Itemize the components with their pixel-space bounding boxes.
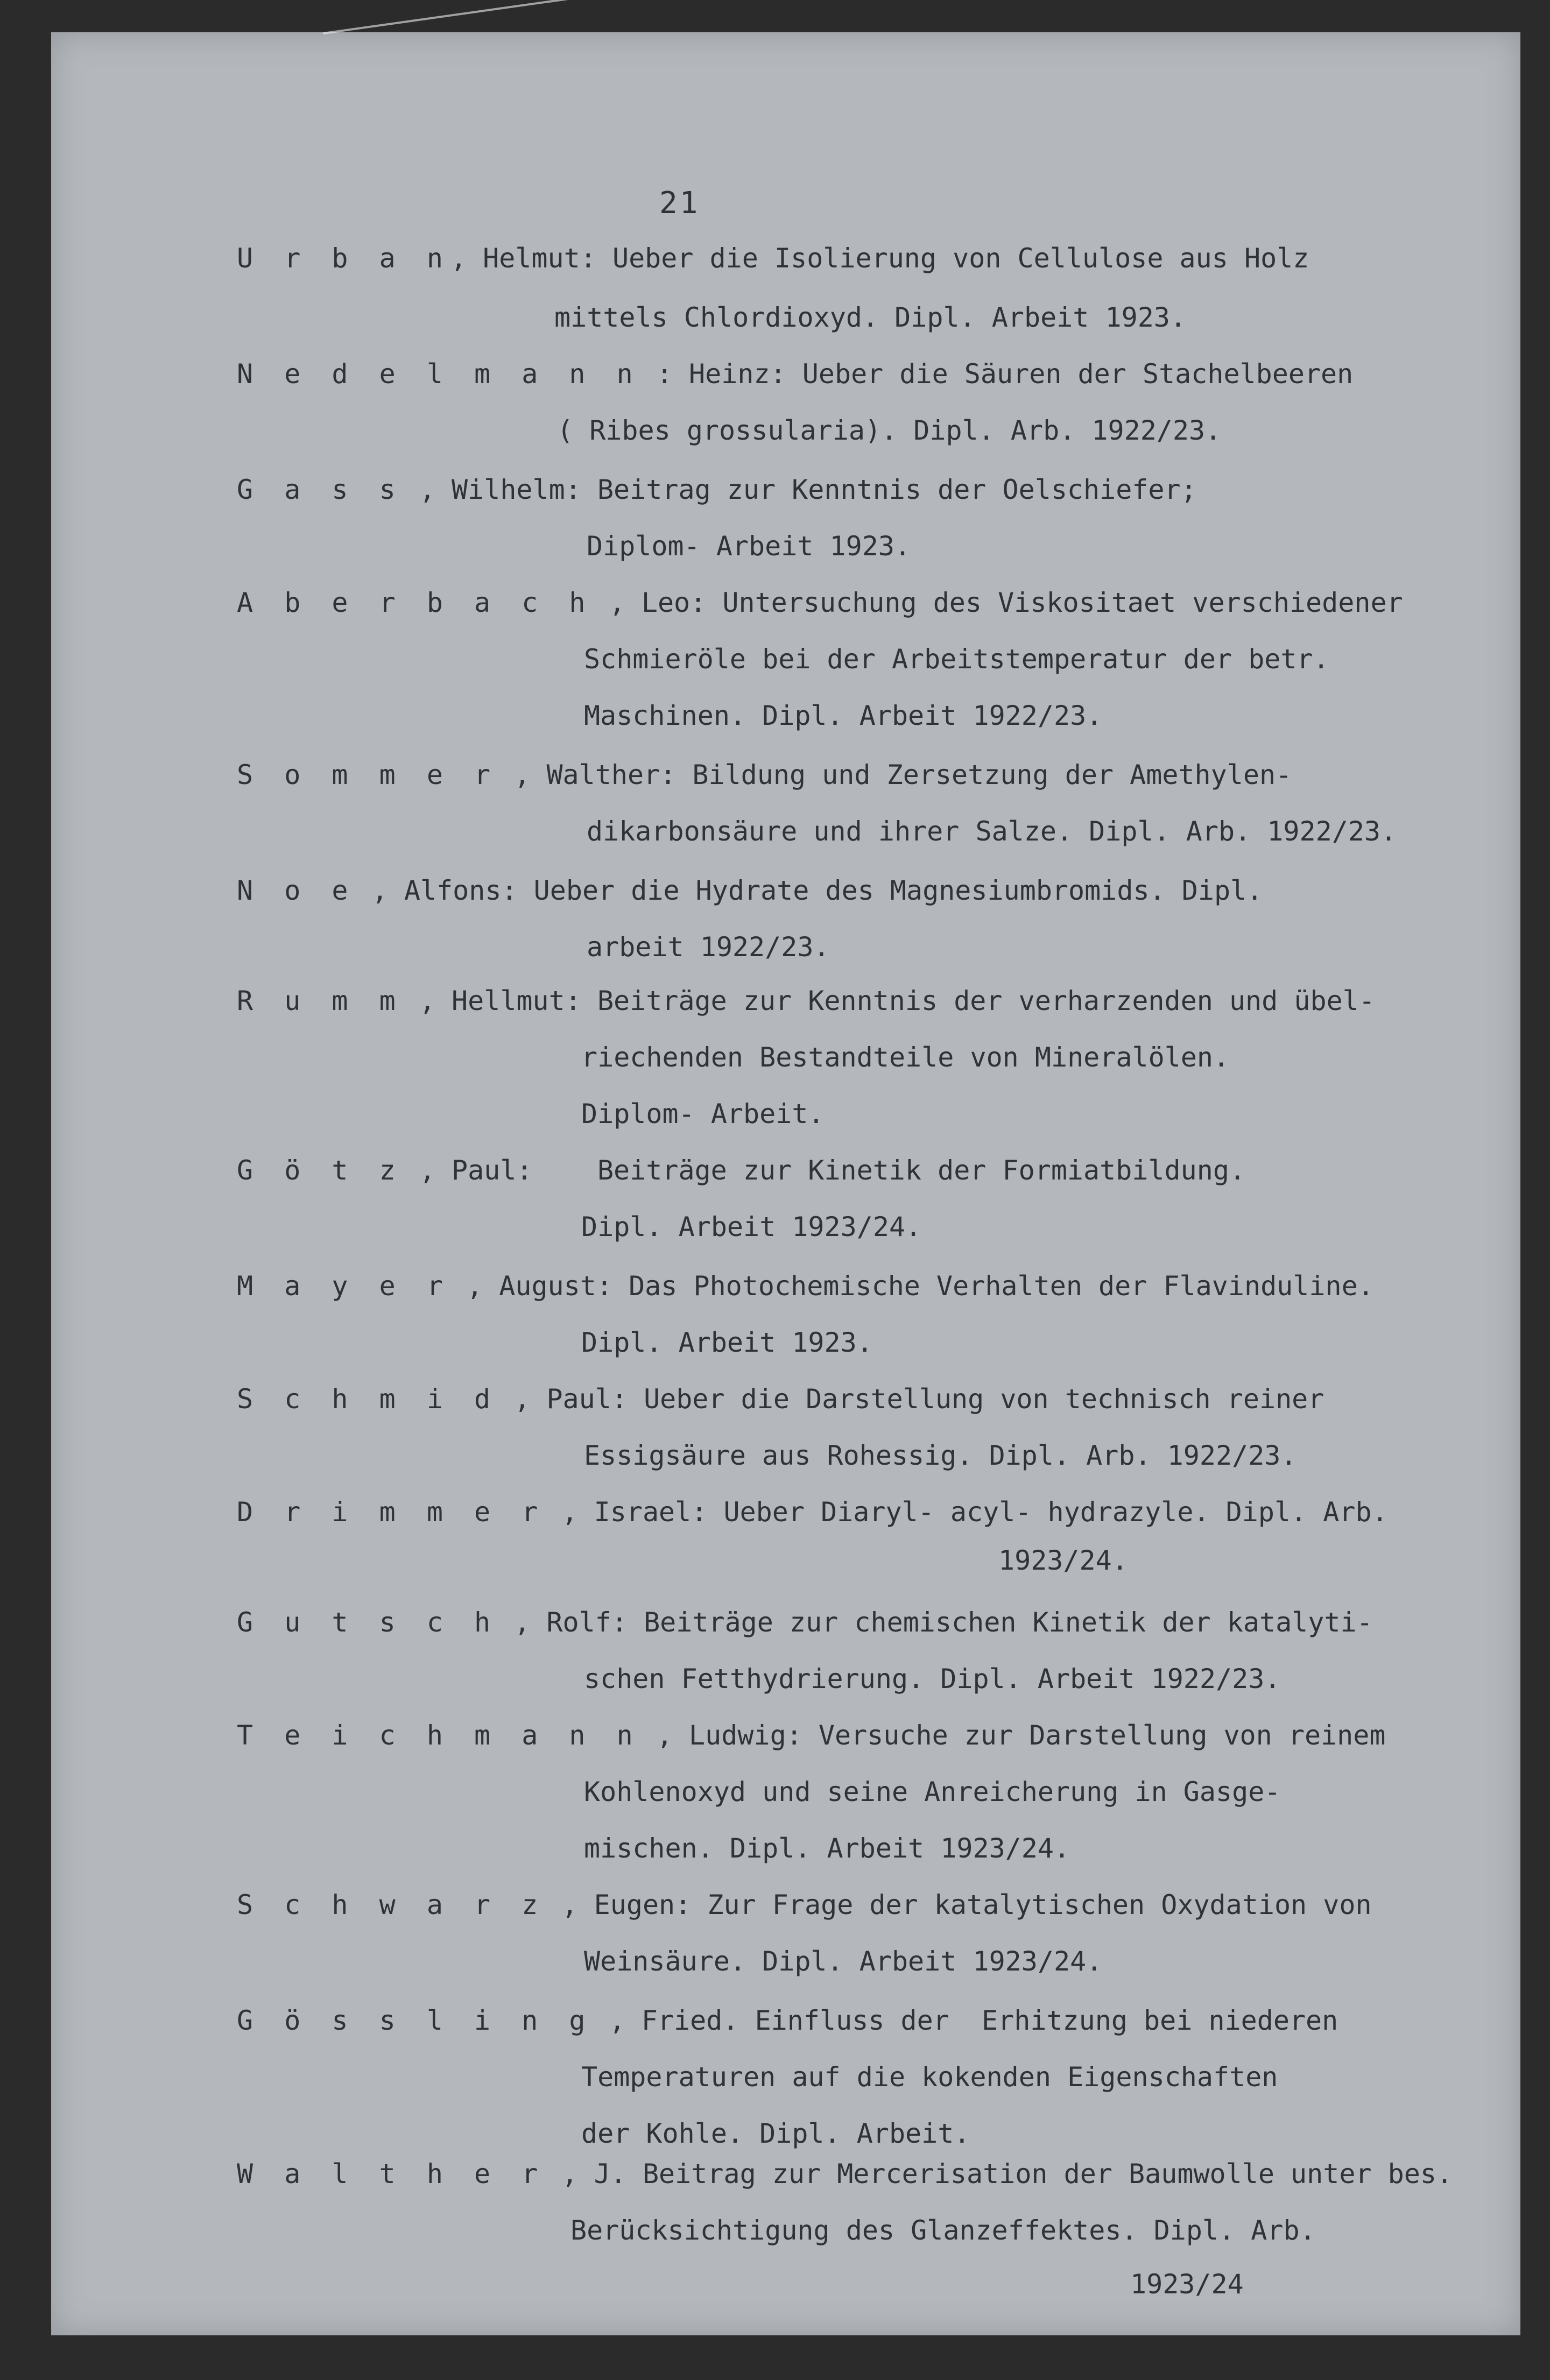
entry-author-rest: , Israel: Ueber Diaryl- acyl- hydrazyle. Dipl. Arb. [545, 1496, 1388, 1528]
entry-continuation-line: der Kohle. Dipl. Arbeit. [581, 2118, 970, 2149]
entry-head-line [237, 1609, 1373, 1636]
entry-author-rest: , Walther: Bildung und Zersetzung der Amethylen- [498, 759, 1292, 790]
entry-author-name: A b e r b a c h [237, 587, 593, 618]
entry-author-rest: , Alfons: Ueber die Hydrate des Magnesiumbromids. Dipl. [355, 875, 1263, 906]
entry-continuation-line: Essigsäure aus Rohessig. Dipl. Arb. 1922/23. [584, 1440, 1297, 1471]
entry-author-name: M a y e r [237, 1270, 450, 1302]
entry-continuation-line: Weinsäure. Dipl. Arbeit 1923/24. [584, 1946, 1103, 1977]
entry-continuation-line: ( Ribes grossularia). Dipl. Arb. 1922/23. [557, 415, 1222, 446]
entry-head-line [237, 358, 1354, 390]
entry-continuation-line: Diplom- Arbeit. [581, 1098, 825, 1129]
entry-author-rest: , Leo: Untersuchung des Viskositaet verschiedener [593, 587, 1403, 618]
entry-author-rest: , Rolf: Beiträge zur chemischen Kinetik der katalyti- [498, 1607, 1373, 1638]
entry-head-line [237, 1383, 1324, 1415]
entry-author-name: N e d e l m a n n [237, 358, 640, 390]
entry-head-line [237, 877, 1263, 904]
entry-continuation-line: Dipl. Arbeit 1923. [581, 1327, 873, 1358]
entry-continuation-line: Berücksichtigung des Glanzeffektes. Dipl. Arb. [570, 2215, 1316, 2246]
entry-continuation-line: Kohlenoxyd und seine Anreicherung in Gasge- [584, 1776, 1281, 1807]
entry-head-line [237, 1891, 1372, 1918]
entry-author-rest: : Heinz: Ueber die Säuren der Stachelbeeren [640, 358, 1354, 390]
entry-author-name: N o e [237, 875, 356, 906]
entry-head-line [237, 1270, 1374, 1302]
entry-head-line [237, 2007, 1338, 2034]
entry-author-name: G ö t z [237, 1155, 403, 1186]
paper-fold-line [323, 0, 1550, 34]
entry-author-name: G ö s s l i n g [237, 2005, 593, 2036]
entry-author-rest: , Ludwig: Versuche zur Darstellung von reinem [640, 1720, 1386, 1751]
entry-continuation-line: mischen. Dipl. Arbeit 1923/24. [584, 1833, 1070, 1864]
entry-head-line [237, 987, 1375, 1014]
entry-continuation-line: Diplom- Arbeit 1923. [587, 531, 911, 562]
entry-continuation-line: mittels Chlordioxyd. Dipl. Arbeit 1923. [554, 302, 1186, 333]
entry-author-rest: , August: Das Photochemische Verhalten der Flavinduline. [450, 1270, 1374, 1302]
entry-author-name: R u m m [237, 985, 403, 1016]
entry-author-name: G a s s [237, 474, 403, 505]
entry-author-rest: , Fried. Einfluss der Erhitzung bei niederen [593, 2005, 1338, 2036]
entry-author-name: T e i c h m a n n [237, 1720, 640, 1751]
entry-author-rest: , Wilhelm: Beitrag zur Kenntnis der Oelschiefer; [403, 474, 1197, 505]
entry-continuation-line: Schmieröle bei der Arbeitstemperatur der betr. [584, 644, 1329, 675]
entry-continuation-line: Maschinen. Dipl. Arbeit 1922/23. [584, 700, 1103, 731]
entry-author-rest: , Paul: Beiträge zur Kinetik der Formiatbildung. [403, 1155, 1246, 1186]
page-number: 21 [659, 186, 700, 221]
entry-author-rest: , Eugen: Zur Frage der katalytischen Oxydation von [545, 1889, 1372, 1920]
entry-head-line [237, 2158, 1453, 2190]
entry-author-name: W a l t h e r [237, 2158, 546, 2190]
entry-author-name: S c h w a r z [237, 1889, 546, 1920]
entry-continuation-line: Dipl. Arbeit 1923/24. [581, 1211, 922, 1242]
entry-head-line [237, 761, 1292, 788]
entry-author-name: S o m m e r [237, 759, 498, 790]
entry-continuation-line: dikarbonsäure und ihrer Salze. Dipl. Arb. 1922/23. [587, 816, 1397, 847]
entry-author-name: U r b a n [237, 243, 450, 274]
entry-head-line [237, 589, 1403, 616]
entry-author-rest: , Paul: Ueber die Darstellung von technisch reiner [498, 1383, 1324, 1415]
entry-continuation-line: schen Fetthydrierung. Dipl. Arbeit 1922/23. [584, 1663, 1281, 1694]
entry-author-rest: , Hellmut: Beiträge zur Kenntnis der verharzenden und übel- [403, 985, 1375, 1016]
entry-continuation-line: 1923/24 [1130, 2269, 1244, 2300]
entry-continuation-line: arbeit 1922/23. [587, 931, 830, 963]
entry-continuation-line: Temperaturen auf die kokenden Eigenschaften [581, 2061, 1278, 2093]
entry-head-line [237, 245, 1309, 272]
entry-author-rest: , Helmut: Ueber die Isolierung von Cellulose aus Holz [450, 243, 1309, 274]
entry-continuation-line: riechenden Bestandteile von Mineralölen. [581, 1042, 1230, 1073]
entry-author-name: D r i m m e r [237, 1496, 546, 1528]
entry-author-rest: , J. Beitrag zur Mercerisation der Baumwolle unter bes. [545, 2158, 1453, 2190]
entry-head-line [237, 1722, 1385, 1749]
entry-author-name: S c h m i d [237, 1383, 498, 1415]
entry-author-name: G u t s c h [237, 1607, 498, 1638]
entry-continuation-line: 1923/24. [998, 1545, 1128, 1576]
entry-head-line [237, 1157, 1245, 1184]
entry-head-line [237, 1496, 1388, 1528]
entry-head-line [237, 476, 1197, 503]
